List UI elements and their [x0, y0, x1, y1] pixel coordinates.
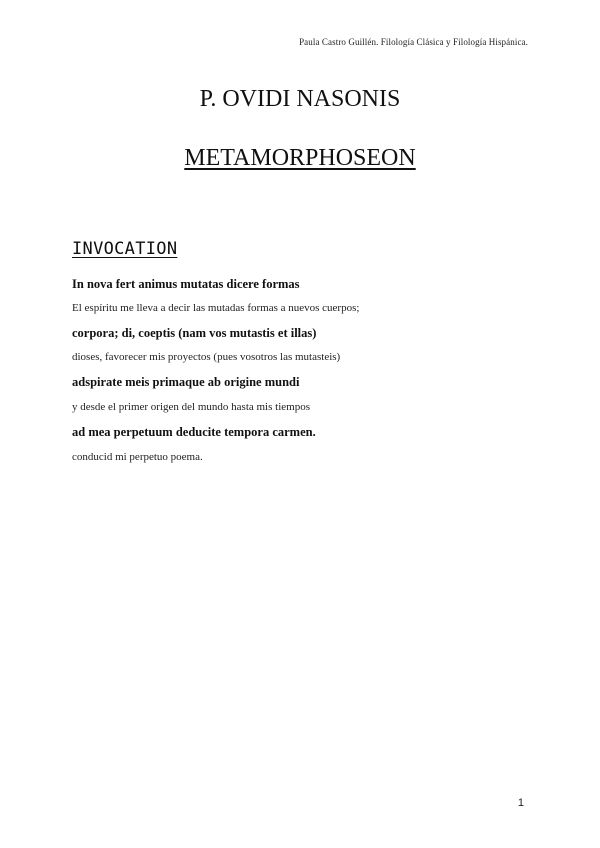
spanish-translation-1: El espíritu me lleva a decir las mutadas formas a nuevos cuerpos;: [72, 302, 360, 314]
section-heading: INVOCATION: [72, 239, 178, 259]
latin-verse-1: In nova fert animus mutatas dicere formas: [72, 277, 300, 291]
running-header: Paula Castro Guillén. Filología Clásica y Filología Hispánica.: [299, 37, 528, 47]
document-title-author: P. OVIDI NASONIS: [199, 86, 401, 112]
latin-verse-3: adspirate meis primaque ab origine mundi: [72, 375, 300, 389]
spanish-translation-2: dioses, favorecer mis proyectos (pues vosotros las mutasteis): [72, 351, 341, 363]
spanish-translation-4: conducid mi perpetuo poema.: [72, 451, 203, 463]
spanish-translation-3: y desde el primer origen del mundo hasta mis tiempos: [72, 401, 310, 413]
page-number: 1: [517, 797, 524, 809]
latin-verse-4: ad mea perpetuum deducite tempora carmen.: [72, 425, 316, 439]
document-title-work-text: METAMORPHOSEON: [184, 145, 416, 171]
document-title-work: [0, 145, 600, 172]
latin-verse-2: corpora; di, coeptis (nam vos mutastis et illas): [72, 326, 317, 340]
